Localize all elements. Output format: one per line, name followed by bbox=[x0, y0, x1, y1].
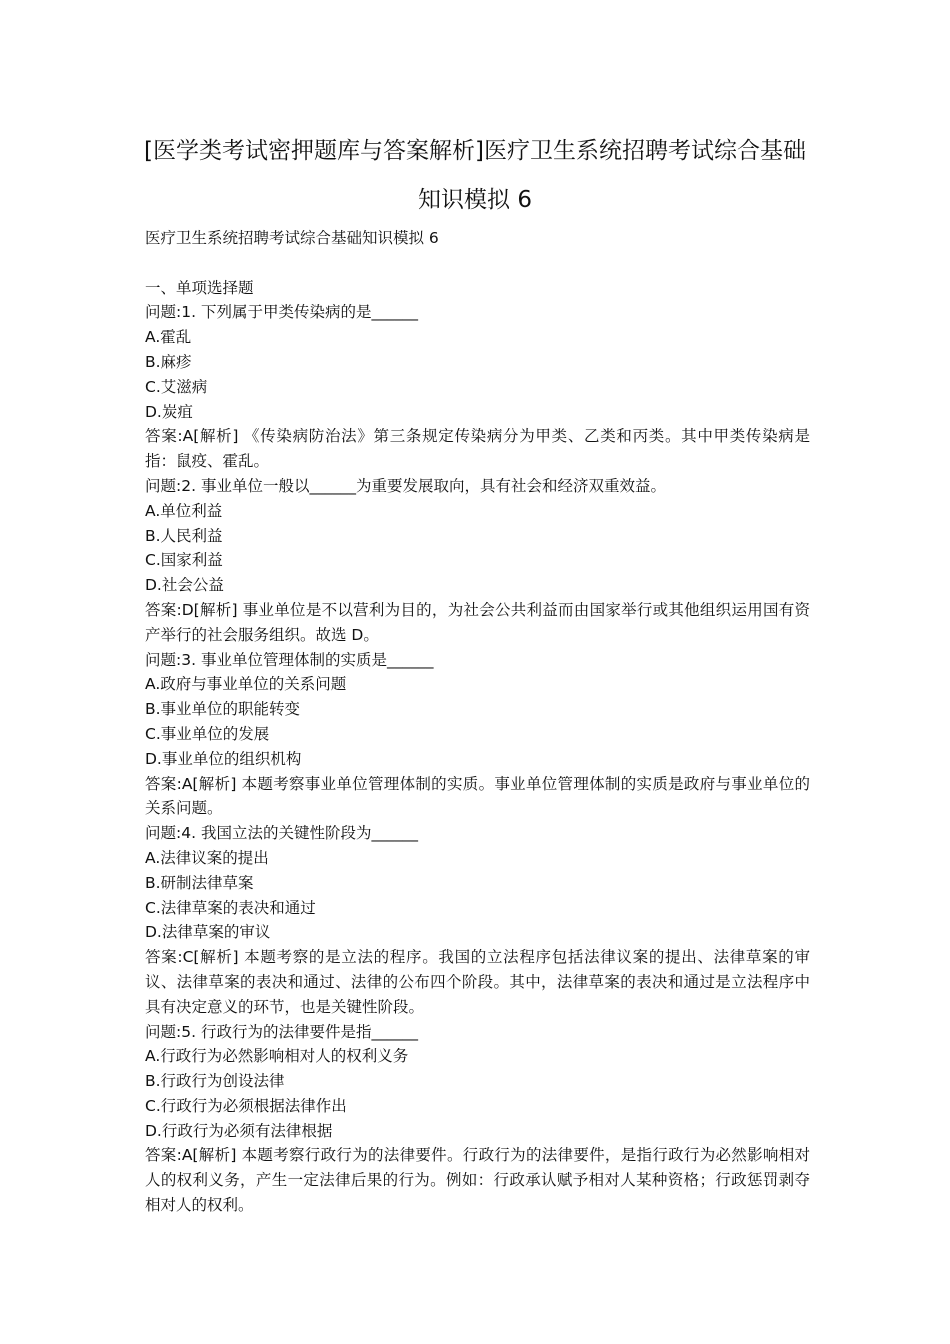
answer-explanation: 答案:A[解析] 《传染病防治法》第三条规定传染病分为甲类、乙类和丙类。其中甲类传染病是指：鼠疫、霍乱。 bbox=[145, 427, 810, 471]
answer-explanation: 答案:D[解析] 事业单位是不以营利为目的，为社会公共利益而由国家举行或其他组织运用国有资产举行的社会服务组织。故选 D。 bbox=[145, 600, 810, 644]
option-c: C.行政行为必须根据法律作出 bbox=[145, 1096, 347, 1115]
question-text: 问题:3. 事业单位管理体制的实质是______ bbox=[145, 650, 434, 669]
option-d: D.事业单位的组织机构 bbox=[145, 749, 302, 768]
question-text: 问题:5. 行政行为的法律要件是指______ bbox=[145, 1022, 418, 1041]
option-b: B.研制法律草案 bbox=[145, 873, 254, 892]
blank-line bbox=[145, 251, 810, 276]
document-title-line-2: 知识模拟 6 bbox=[418, 187, 532, 213]
document-subtitle: 医疗卫生系统招聘考试综合基础知识模拟 6 bbox=[145, 229, 439, 247]
question-text: 问题:2. 事业单位一般以______为重要发展取向，具有社会和经济双重效益。 bbox=[145, 476, 666, 495]
document-title-line-1: [医学类考试密押题库与答案解析]医疗卫生系统招聘考试综合基础 bbox=[144, 138, 806, 164]
section-heading: 一、单项选择题 bbox=[145, 278, 254, 297]
option-d: D.炭疽 bbox=[145, 402, 193, 421]
question-block-4 bbox=[145, 821, 810, 1019]
option-d: D.社会公益 bbox=[145, 576, 224, 595]
option-c: C.法律草案的表决和通过 bbox=[145, 898, 316, 917]
option-a: A.行政行为必然影响相对人的权利义务 bbox=[145, 1047, 409, 1066]
option-a: A.霍乱 bbox=[145, 328, 192, 347]
option-b: B.事业单位的职能转变 bbox=[145, 700, 301, 719]
question-text: 问题:4. 我国立法的关键性阶段为______ bbox=[145, 824, 418, 843]
option-a: A.政府与事业单位的关系问题 bbox=[145, 675, 347, 694]
question-block-3 bbox=[145, 648, 810, 822]
question-block-2 bbox=[145, 474, 810, 648]
option-b: B.人民利益 bbox=[145, 526, 223, 545]
option-b: B.行政行为创设法律 bbox=[145, 1072, 285, 1091]
option-c: C.事业单位的发展 bbox=[145, 724, 270, 743]
option-d: D.行政行为必须有法律根据 bbox=[145, 1121, 333, 1140]
option-a: A.法律议案的提出 bbox=[145, 848, 269, 867]
question-block-1 bbox=[145, 300, 810, 474]
document-body bbox=[145, 226, 810, 1218]
option-b: B.麻疹 bbox=[145, 352, 192, 371]
question-text: 问题:1. 下列属于甲类传染病的是______ bbox=[145, 303, 418, 322]
answer-explanation: 答案:A[解析] 本题考察行政行为的法律要件。行政行为的法律要件，是指行政行为必然影响相对人的权利义务，产生一定法律后果的行为。例如：行政承认赋予相对人某种资格；行政惩罚剥夺相对人的权利。 bbox=[145, 1146, 810, 1215]
option-c: C.国家利益 bbox=[145, 551, 223, 570]
option-c: C.艾滋病 bbox=[145, 377, 208, 396]
option-a: A.单位利益 bbox=[145, 501, 223, 520]
option-d: D.法律草案的审议 bbox=[145, 923, 271, 942]
answer-explanation: 答案:A[解析] 本题考察事业单位管理体制的实质。事业单位管理体制的实质是政府与事业单位的关系问题。 bbox=[145, 774, 810, 818]
answer-explanation: 答案:C[解析] 本题考察的是立法的程序。我国的立法程序包括法律议案的提出、法律草案的审议、法律草案的表决和通过、法律的公布四个阶段。其中，法律草案的表决和通过是立法程序中具有决定意义的环节，也是关键性阶段。 bbox=[145, 948, 810, 1016]
question-block-5 bbox=[145, 1020, 810, 1218]
